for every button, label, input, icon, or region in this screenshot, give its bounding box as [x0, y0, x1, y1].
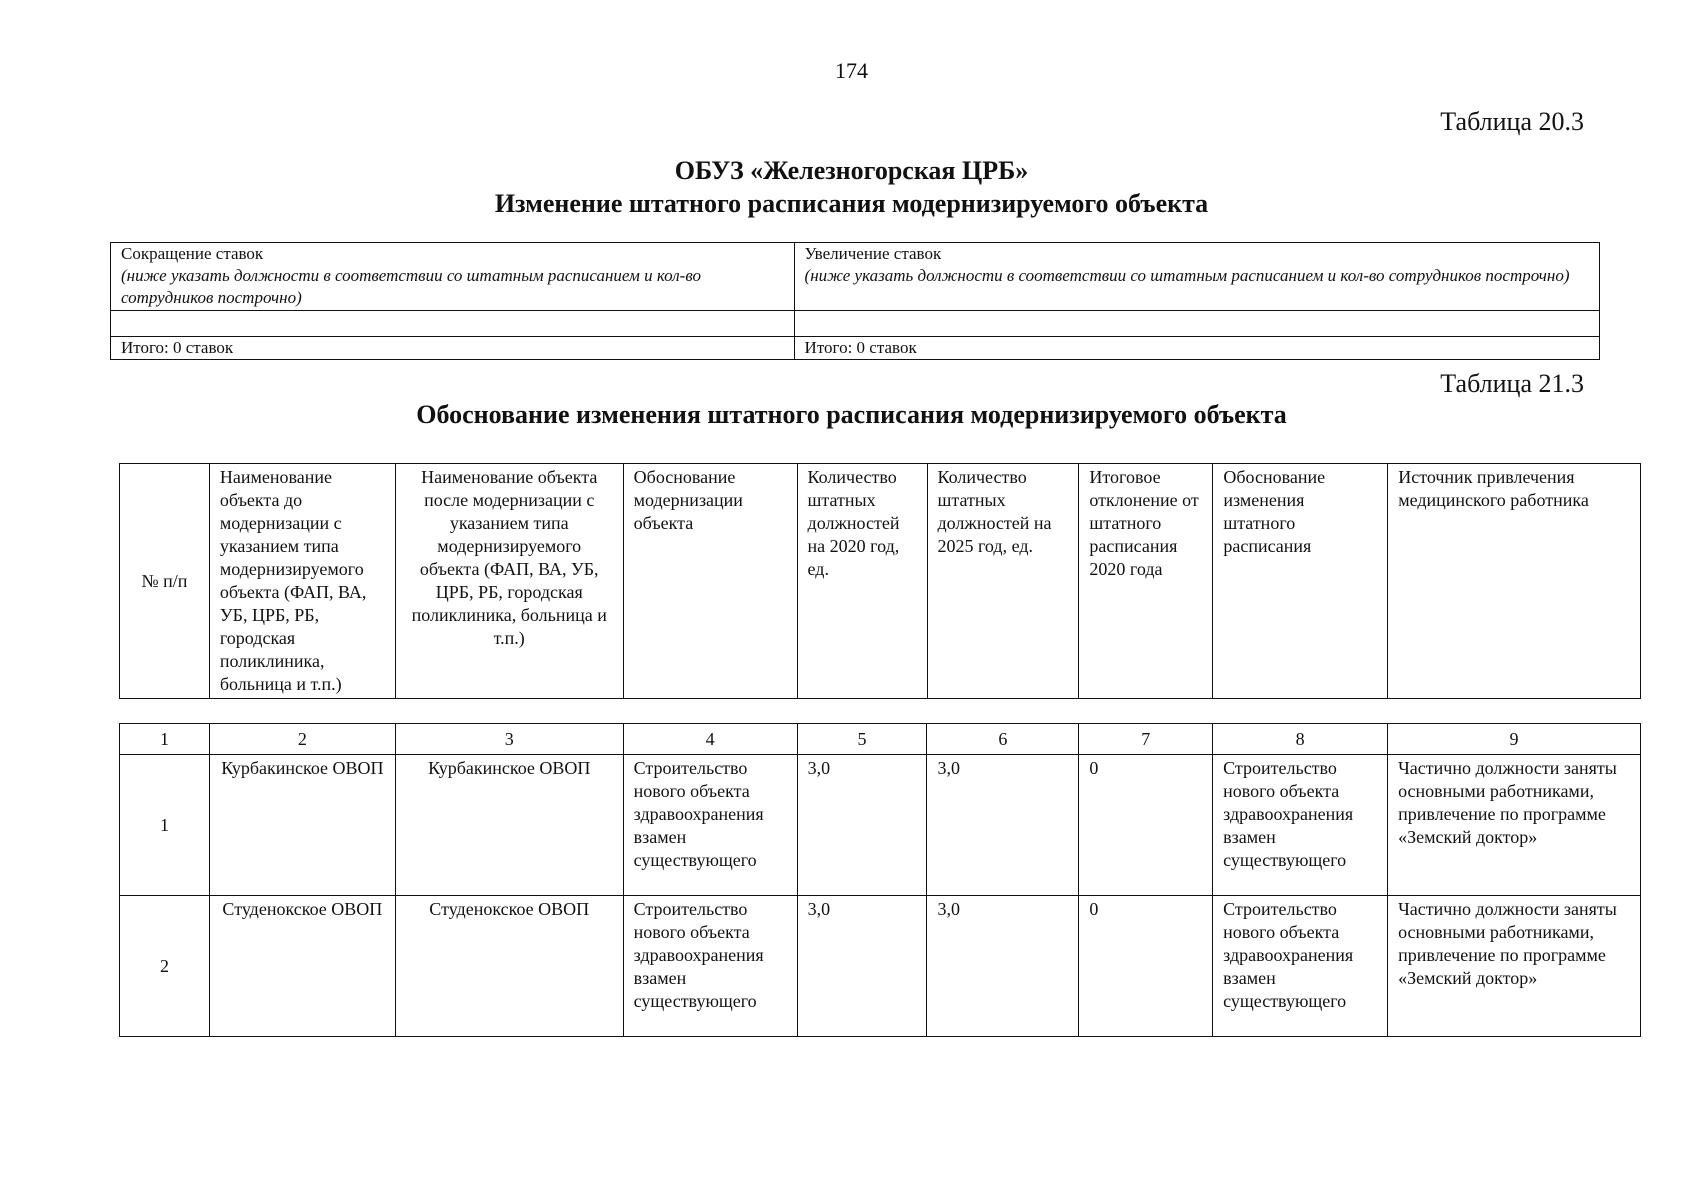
- deviation: 0: [1079, 755, 1213, 896]
- header-cell: Наименование объекта после модернизации с указанием типа модернизируемого объекта (ФАП, ВА, УБ, ЦРБ, РБ, городская поликлиника, больница и т.п.): [395, 464, 623, 699]
- page-number: 174: [835, 58, 868, 83]
- modernization-justification: Строительство нового объекта здравоохранения взамен существующего: [623, 755, 797, 896]
- table-row: [120, 896, 1641, 1037]
- empty-cell: [794, 311, 1599, 337]
- change-reason: Строительство нового объекта здравоохранения взамен существующего: [1213, 896, 1388, 1037]
- header-cell: Обоснование изменения штатного расписания: [1213, 464, 1388, 699]
- column-number: 6: [927, 724, 1079, 755]
- column-number: 7: [1079, 724, 1213, 755]
- header-cell: Итоговое отклонение от штатного расписания 2020 года: [1079, 464, 1213, 699]
- column-number: 1: [120, 724, 210, 755]
- table-20-title: Изменение штатного расписания модернизируемого объекта: [494, 189, 1209, 218]
- increase-hint: (ниже указать должности в соответствии со штатным расписанием и кол-во сотрудников построчно): [804, 266, 1570, 285]
- object-before: Курбакинское ОВОП: [209, 755, 395, 896]
- header-cell: Источник привлечения медицинского работника: [1388, 464, 1641, 699]
- increase-total: Итого: 0 ставок: [794, 337, 1599, 360]
- table-row: [111, 243, 1600, 311]
- header-cell: № п/п: [120, 464, 210, 699]
- table-21-title: Обоснование изменения штатного расписания модернизируемого объекта: [416, 400, 1287, 429]
- increase-header: Увеличение ставок: [804, 244, 942, 263]
- reduction-header: Сокращение ставок: [121, 244, 264, 263]
- modernization-justification: Строительство нового объекта здравоохранения взамен существующего: [623, 896, 797, 1037]
- reduction-total: Итого: 0 ставок: [111, 337, 795, 360]
- table-row: [120, 755, 1641, 896]
- deviation: 0: [1079, 896, 1213, 1037]
- table-20-label: Таблица 20.3: [1440, 107, 1584, 136]
- justification-table-header: [119, 463, 1641, 699]
- column-number: 5: [797, 724, 927, 755]
- object-after: Курбакинское ОВОП: [395, 755, 623, 896]
- header-cell: Наименование объекта до модернизации с указанием типа модернизируемого объекта (ФАП, ВА, УБ, ЦРБ, РБ, городская поликлиника, больница и т.п.): [209, 464, 395, 699]
- column-number: 8: [1213, 724, 1388, 755]
- row-number: 1: [120, 755, 210, 896]
- header-cell: Количество штатных должностей на 2020 год, ед.: [797, 464, 927, 699]
- header-cell: Обоснование модернизации объекта: [623, 464, 797, 699]
- staff-2025: 3,0: [927, 755, 1079, 896]
- justification-table-body: [119, 723, 1641, 1037]
- row-number: 2: [120, 896, 210, 1037]
- table-row: [111, 337, 1600, 360]
- staffing-change-table: [110, 242, 1600, 360]
- empty-cell: [111, 311, 795, 337]
- reduction-header-cell: [111, 243, 795, 311]
- staff-2020: 3,0: [797, 896, 927, 1037]
- reduction-hint: (ниже указать должности в соответствии со штатным расписанием и кол-во сотрудников построчно): [121, 266, 701, 307]
- header-cell: Количество штатных должностей на 2025 год, ед.: [927, 464, 1079, 699]
- change-reason: Строительство нового объекта здравоохранения взамен существующего: [1213, 755, 1388, 896]
- column-number: 4: [623, 724, 797, 755]
- table-row: [120, 464, 1641, 699]
- staff-2025: 3,0: [927, 896, 1079, 1037]
- staff-source: Частично должности заняты основными работниками, привлечение по программе «Земский доктор»: [1388, 755, 1641, 896]
- staff-source: Частично должности заняты основными работниками, привлечение по программе «Земский доктор»: [1388, 896, 1641, 1037]
- column-number-row: [120, 724, 1641, 755]
- column-number: 2: [209, 724, 395, 755]
- column-number: 9: [1388, 724, 1641, 755]
- object-after: Студенокское ОВОП: [395, 896, 623, 1037]
- staff-2020: 3,0: [797, 755, 927, 896]
- increase-header-cell: [794, 243, 1599, 311]
- org-title: ОБУЗ «Железногорская ЦРБ»: [674, 156, 1029, 185]
- object-before: Студенокское ОВОП: [209, 896, 395, 1037]
- table-21-label: Таблица 21.3: [1440, 369, 1584, 398]
- column-number: 3: [395, 724, 623, 755]
- table-row: [111, 311, 1600, 337]
